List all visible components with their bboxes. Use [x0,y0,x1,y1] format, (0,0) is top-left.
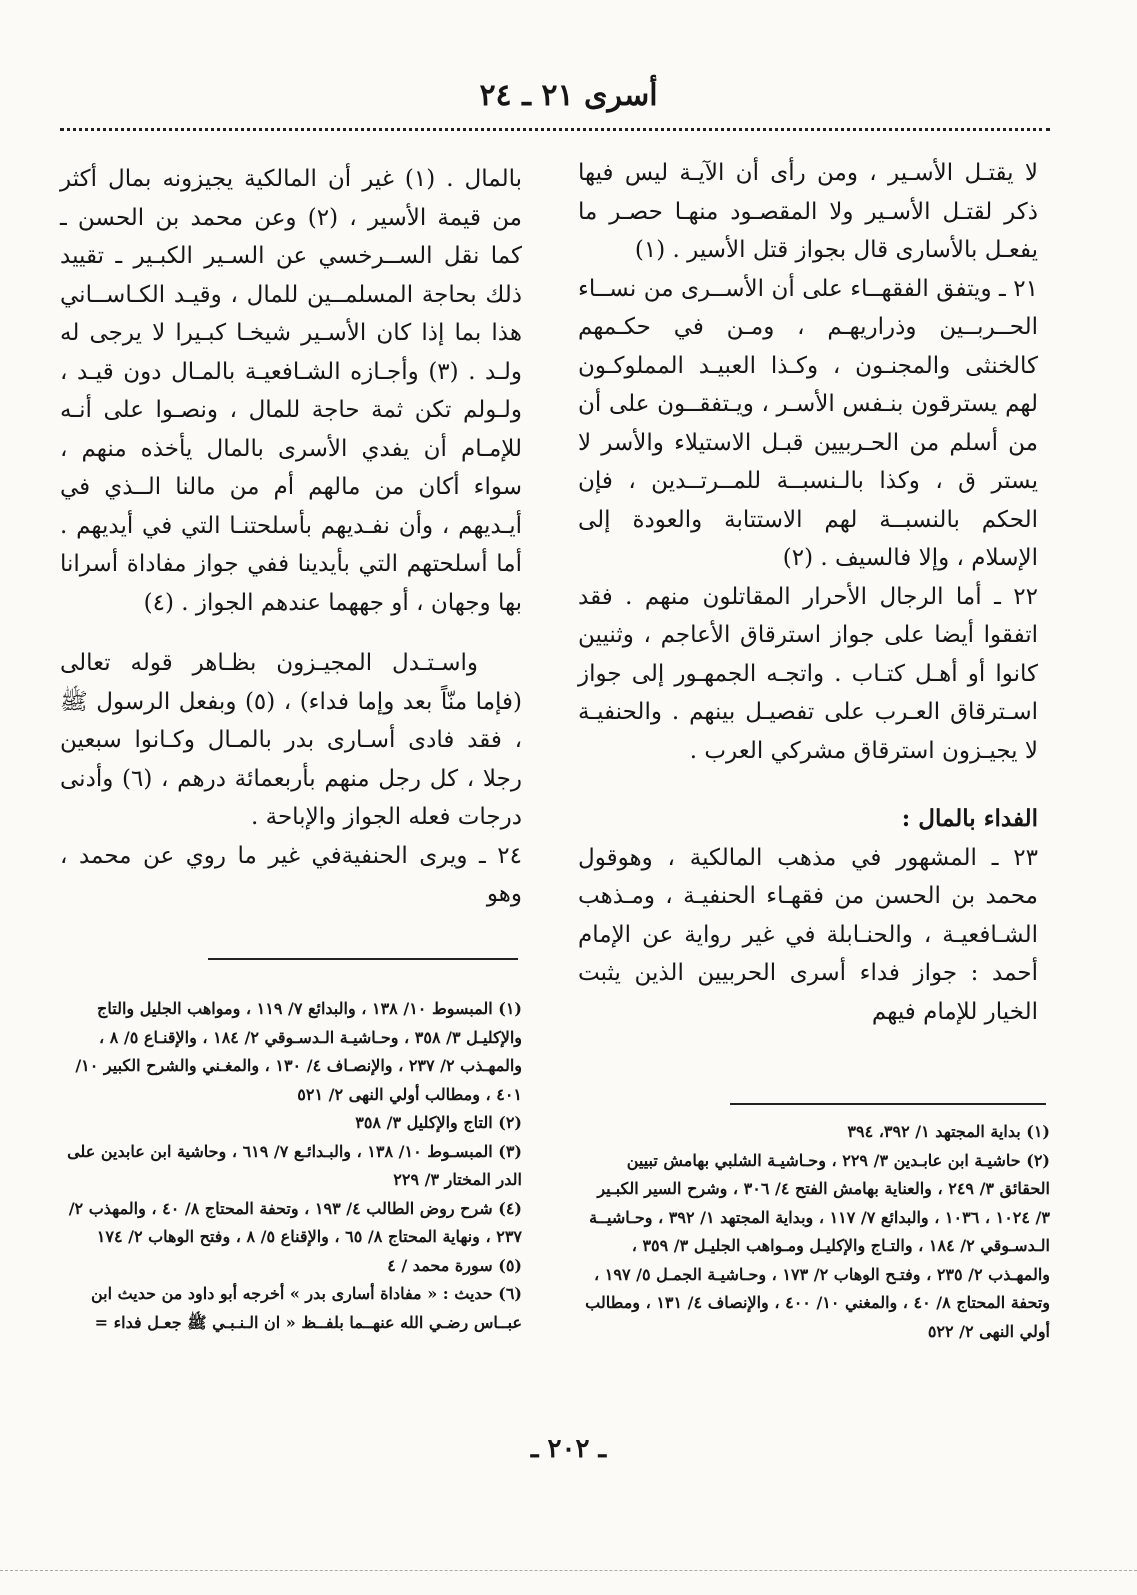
footnote-separator-right [730,1103,1046,1105]
right-text-column [578,154,1038,1031]
footnote-item: (٢) حاشيـة ابن عابـدين ٣/ ٢٢٩ ، وحـاشيـة الشلبي بهامش تبيين الحقائق ٣/ ٢٤٩ ، والعناية بهامش الفتح ٤/ ٣٠٦ ، وشرح السير الكبـير ٣/ ١٠٢٤ ، ١٠٣٦ ، والبدائع ٧/ ١١٧ ، وبداية المجتهد ١/ ٣٩٢ ، وحـاشيــة الـدسـوقي ٢/ ١٨٤ ، والتـاج والإكليـل ومـواهب الجليـل ٣/ ٣٥٩ ، والمهـذب ٢/ ٢٣٥ ، وفتـح الوهاب ٢/ ١٧٣ ، وحـاشيـة الجمـل ٥/ ١٩٧ ، وتحفة المحتاج ٨/ ٤٠ ، والمغني ١٠/ ٤٠٠ ، والإنصاف ٤/ ١٣١ ، ومطالب أولي النهى ٢/ ٥٢٢ [585,1150,1050,1341]
paragraph-evidence: واسـتـدل المجيـزون بظـاهر قوله تعالى (فإما منّاً بعد وإما فداء) ، (٥) وبفعل الرسول ﷺ ، فقد فادى أسـارى بدر بالمـال وكـانوا سبعين رجلا ، كل رجل منهم بأربعمائة درهم ، (٦) وأدنى درجات فعله الجواز والإباحة . [60,650,522,830]
footnote-item: (١) المبسوط ١٠/ ١٣٨ ، والبدائع ٧/ ١١٩ ، ومواهب الجليل والتاج والإكليـل ٣/ ٣٥٨ ، وحـاشيـة الـدسـوقي ٢/ ١٨٤ ، والإقنـاع ٥/ ٨ ، والمهـذب ٢/ ٢٣٧ ، والإنصـاف ٤/ ١٣٠ ، والمغـني والشرح الكبير ١٠/ ٤٠١ ، ومطالب أولي النهى ٢/ ٥٢١ [75,999,522,1104]
scan-edge-artifact [0,1570,1137,1571]
paragraph-23-continued: بالمال . (١) غير أن المالكية يجيزونه بمال أكثر من قيمة الأسير ، (٢) وعن محمد بن الحسن ـ كما نقل الســرخسي عن السـير الكبـير ـ تقييد ذلك بحاجة المسلمــين للمال ، وقيـد الكـاســاني هذا بما إذا كان الأسـير شيخـا كبـيرا لا يرجى له ولـد . (٣) وأجـازه الشـافعيـة بالمـال دون قيـد ، ولـولم تكن ثمة حاجة للمال ، ونصـوا على أنـه للإمـام أن يفدي الأسرى بالمال يأخذه منهم ، سواء أكان من مالهم أم من مالنا الــذي في أيـديهم ، وأن نفـديهم بأسلحتنـا التي في أيديهم . أما أسلحتهم التي بأيدينا ففي جواز مفاداة أسرانا بها وجهان ، أو جههما عندهم الجواز . (٤) [60,166,522,616]
section-heading-ransom: الفداء بالمال : [901,805,1038,832]
footnote-item: (٣) المبسـوط ١٠/ ١٣٨ ، والبـدائـع ٧/ ٦١٩ ، وحاشية ابن عابدين على الدر المختار ٣/ ٢٢٩ [67,1141,522,1189]
paragraph-22: ٢٢ ـ أما الرجال الأحرار المقاتلون منهم . فقد اتفقوا أيضا على جواز استرقاق الأعاجم ، وثنيين كانوا أو أهـل كتـاب . واتجـه الجمهـور إلى جواز اسـترقاق العـرب على تفصيـل بينهم . والحنفيـة لا يجيـزون استرقاق مشركي العرب . [578,583,1038,764]
footnote-item: (١) بداية المجتهد ١/ ٣٩٢، ٣٩٤ [847,1122,1050,1141]
page-number: ـ ٢٠٢ ـ [530,1434,607,1464]
paragraph-23: ٢٣ ـ المشهور في مذهب المالكية ، وهوقول محمد بن الحسن من فقهـاء الحنفيـة ، ومـذهب الشـافعيـة ، والحنـابلة في غير رواية عن الإمام أحمد : جواز فداء أسرى الحربيين الذين يثبت الخيار للإمام فيهم [578,844,1038,1025]
paragraph-continuation: لا يقتـل الأسـير ، ومن رأى أن الآيـة ليس فيها ذكر لقتـل الأسـير ولا المقصـود منهـا حصـر ما يفعـل بالأسارى قال بجواز قتل الأسير . (١) [578,160,1038,263]
footnote-item: (٢) التاج والإكليل ٣/ ٣٥٨ [355,1113,522,1132]
paragraph-21: ٢١ ـ ويتفق الفقهــاء على أن الأســرى من نســاء الحــربــين وذراريهـم ، ومـن في حكـمهم كالخنثى والمجنـون ، وكـذا العبيـد المملوكـون لهم يسترقون بنـفس الأسـر ، ويـتفقــون على أن من أسلم من الحـربيين قبـل الاستيلاء والأسر لا يستر ق ، وكذا بالـنسبــة للمــرتــدين ، فإن الحكم بالنسبــة لهم الاستتابة والعودة إلى الإسلام ، وإلا فالسيف . (٢) [578,275,1038,571]
page-header-title: أسرى ٢١ ـ ٢٤ [479,78,658,113]
footnotes-left [62,995,522,1337]
paragraph-24: ٢٤ ـ ويرى الحنفيةفي غير ما روي عن محمد ، وهو [60,842,522,907]
left-text-column [60,160,522,914]
footnote-separator-left [208,958,518,960]
header-dotted-divider [60,128,1050,131]
footnote-item: (٥) سورة محمد / ٤ [387,1255,522,1275]
footnote-item: (٤) شرح روض الطالب ٤/ ١٩٣ ، وتحفة المحتاج ٨/ ٤٠ ، والمهذب ٢/ ٢٣٧ ، ونهاية المحتاج ٨/ ٦٥ ، والإقناع ٥/ ٨ ، وفتح الوهاب ٢/ ١٧٤ [68,1198,522,1246]
footnote-item: (٦) حديث : « مفاداة أسارى بدر » أخرجه أبو داود من حديث ابن عبــاس رضـي الله عنهــما بلفــظ « ان الـنـبـي ﷺ جعـل فداء = [90,1284,522,1332]
footnotes-right [580,1118,1050,1346]
